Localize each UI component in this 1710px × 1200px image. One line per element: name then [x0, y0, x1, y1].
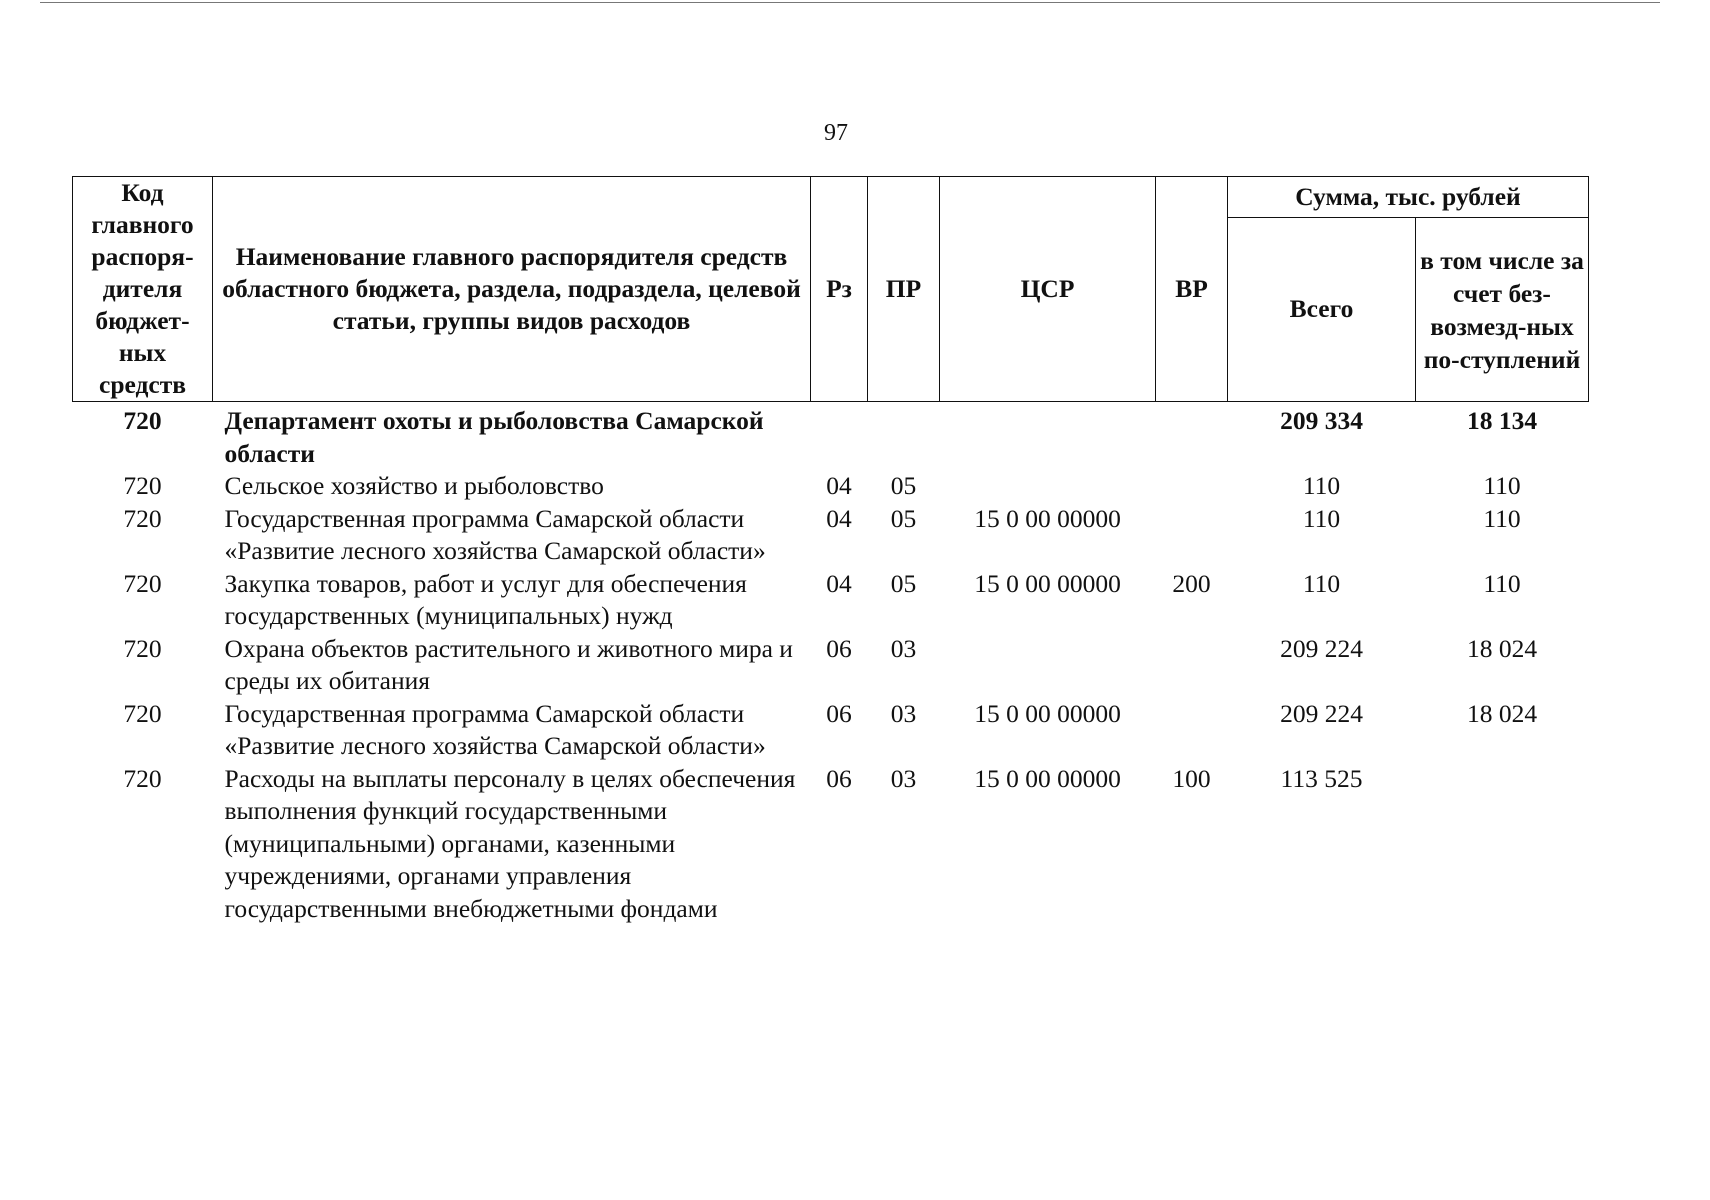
cell-name: Государственная программа Самарской области «Развитие лесного хозяйства Самарской области» — [224, 698, 766, 760]
cell-total: 209 224 — [1280, 698, 1363, 728]
page-top-rule — [40, 2, 1660, 3]
cell-including: 18 024 — [1466, 633, 1538, 663]
table-row — [73, 470, 1589, 503]
cell-csr — [940, 633, 1156, 698]
cell-pr: 03 — [890, 633, 917, 663]
cell-including: 110 — [1483, 503, 1521, 533]
cell-name: Сельское хозяйство и рыболовство — [224, 471, 604, 500]
cell-vr — [1156, 503, 1228, 568]
cell-vr — [1156, 698, 1228, 763]
cell-including: 18 134 — [1466, 406, 1538, 435]
cell-code: 720 — [123, 406, 162, 435]
header-including: в том числе за счет без-возмезд-ных по-ступлений — [1416, 218, 1589, 402]
table-header — [73, 177, 1589, 402]
cell-name: Расходы на выплаты персоналу в целях обеспечения выполнения функций государственными (муниципальными) органами, казенными учреждениями, органами управления государственными внебюджетными фондами — [224, 763, 796, 923]
header-vr: ВР — [1156, 177, 1228, 402]
cell-rz: 04 — [826, 568, 852, 598]
header-csr: ЦСР — [940, 177, 1156, 402]
cell-csr — [940, 470, 1156, 503]
cell-rz: 06 — [826, 633, 852, 663]
cell-vr — [1156, 402, 1228, 471]
cell-total: 209 224 — [1280, 633, 1363, 663]
cell-rz: 04 — [826, 471, 852, 500]
cell-csr: 15 0 00 00000 — [974, 503, 1121, 533]
cell-name: Государственная программа Самарской области «Развитие лесного хозяйства Самарской области» — [224, 503, 766, 565]
cell-rz — [811, 402, 868, 471]
cell-pr: 05 — [890, 503, 917, 533]
cell-including: 110 — [1483, 568, 1521, 598]
cell-code: 720 — [123, 698, 162, 728]
cell-total: 110 — [1302, 471, 1341, 500]
header-name: Наименование главного распорядителя средств областного бюджета, раздела, подраздела, целевой статьи, группы видов расходов — [213, 177, 811, 402]
table-body — [73, 402, 1589, 926]
cell-total: 110 — [1302, 568, 1341, 598]
cell-code: 720 — [123, 763, 162, 793]
cell-total: 209 334 — [1280, 406, 1363, 435]
cell-code: 720 — [123, 633, 162, 663]
cell-csr: 15 0 00 00000 — [974, 568, 1121, 598]
cell-csr — [940, 402, 1156, 471]
cell-total: 113 525 — [1280, 763, 1363, 793]
cell-code: 720 — [123, 471, 162, 500]
cell-pr: 05 — [890, 471, 917, 500]
table-row — [73, 633, 1589, 698]
cell-including: 110 — [1483, 471, 1521, 500]
cell-pr: 03 — [890, 763, 917, 793]
table-row — [73, 503, 1589, 568]
cell-csr: 15 0 00 00000 — [974, 698, 1121, 728]
cell-rz: 06 — [826, 698, 852, 728]
table-row — [73, 698, 1589, 763]
cell-pr: 05 — [890, 568, 917, 598]
cell-vr — [1156, 633, 1228, 698]
budget-table — [72, 176, 1589, 925]
cell-vr: 100 — [1172, 763, 1211, 793]
page-number: 97 — [824, 120, 848, 146]
table-row — [73, 763, 1589, 926]
table-row — [73, 568, 1589, 633]
cell-including: 18 024 — [1466, 698, 1538, 728]
cell-code: 720 — [123, 568, 162, 598]
cell-including — [1416, 763, 1589, 926]
cell-name: Закупка товаров, работ и услуг для обеспечения государственных (муниципальных) нужд — [224, 568, 747, 630]
cell-pr: 03 — [890, 698, 917, 728]
cell-name: Департамент охоты и рыболовства Самарской области — [224, 406, 764, 468]
cell-rz: 06 — [826, 763, 852, 793]
header-rz: Рз — [811, 177, 868, 402]
cell-vr: 200 — [1172, 568, 1211, 598]
cell-name: Охрана объектов растительного и животного мира и среды их обитания — [224, 633, 793, 695]
cell-vr — [1156, 470, 1228, 503]
cell-rz: 04 — [826, 503, 852, 533]
cell-code: 720 — [123, 503, 162, 533]
header-total: Всего — [1228, 218, 1416, 402]
cell-pr — [868, 402, 940, 471]
table-row — [73, 402, 1589, 471]
header-sum: Сумма, тыс. рублей — [1228, 177, 1589, 218]
cell-total: 110 — [1302, 503, 1341, 533]
cell-csr: 15 0 00 00000 — [974, 763, 1121, 793]
header-code: Код главного распоря-дителя бюджет-ных средств — [73, 177, 213, 402]
header-pr: ПР — [868, 177, 940, 402]
